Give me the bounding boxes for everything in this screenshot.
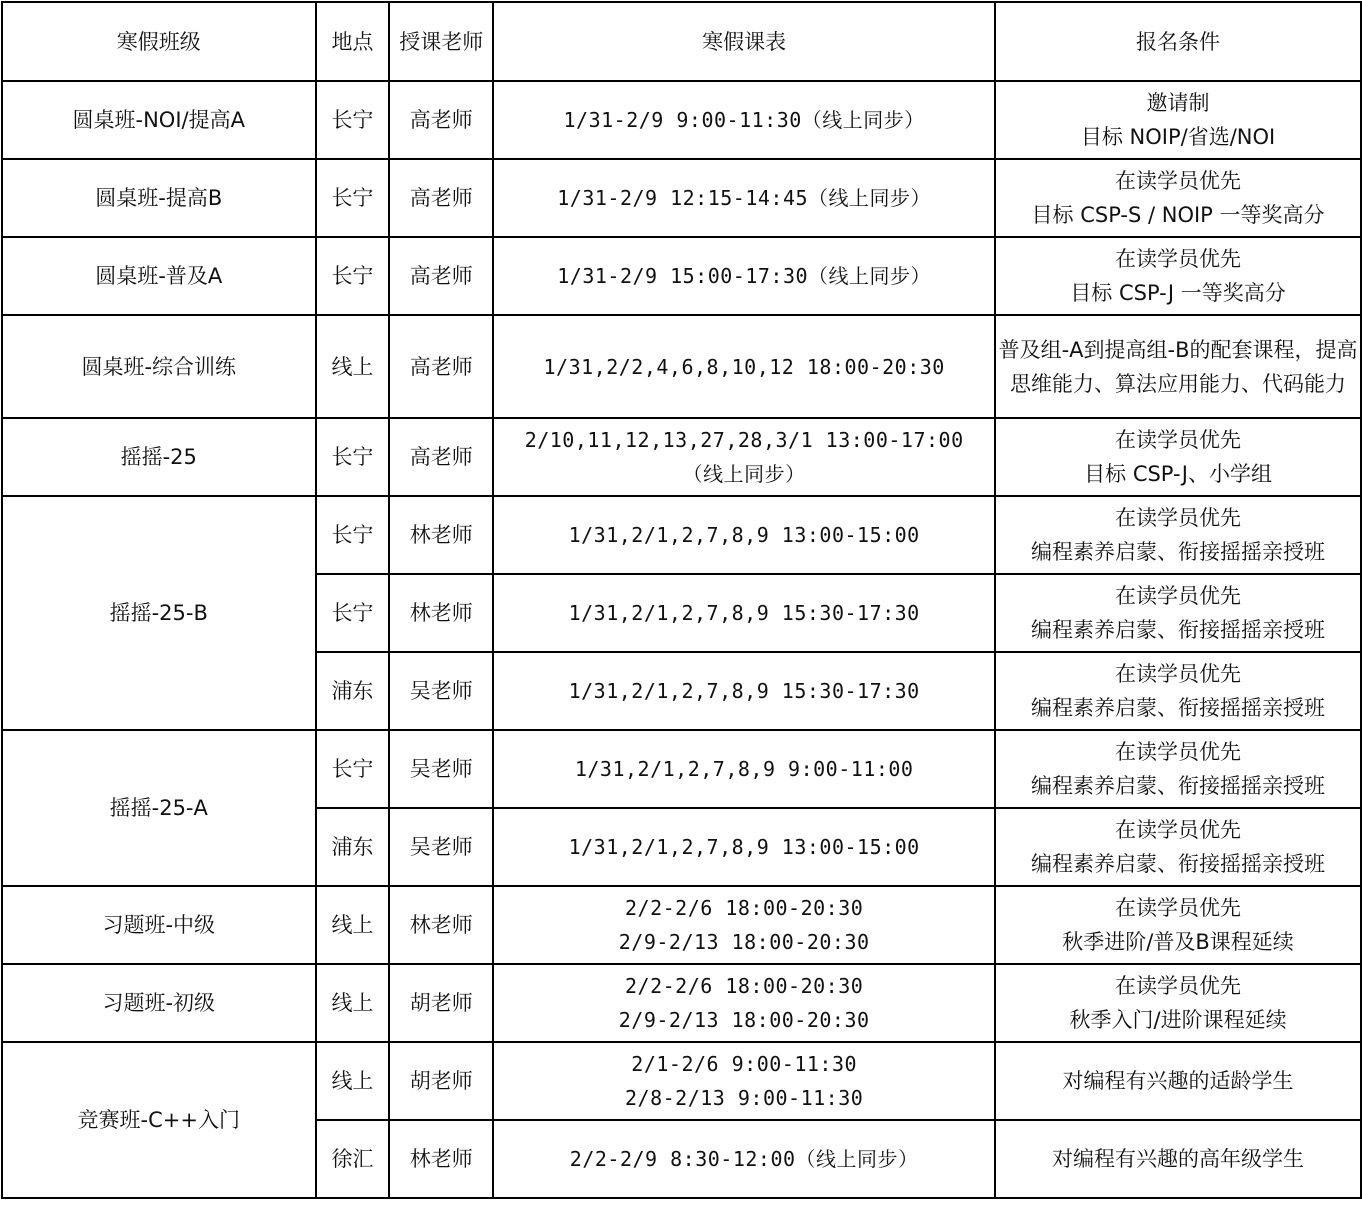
conditions-cell [995,964,1361,1042]
schedule-cell [493,1120,995,1198]
class-name-cell: 摇摇-25-A [2,730,316,886]
table-row [2,496,1361,574]
table-row [2,237,1361,315]
schedule-cell [493,496,995,574]
conditions-cell [995,81,1361,159]
schedule-line: 2/1-2/6 9:00-11:30 [631,1052,858,1076]
location-cell: 长宁 [316,159,390,237]
conditions-cell [995,730,1361,808]
conditions-cell [995,159,1361,237]
location-cell: 长宁 [316,237,390,315]
class-name-cell: 习题班-中级 [2,886,316,964]
teacher-cell: 高老师 [389,418,493,496]
teacher-cell: 胡老师 [389,964,493,1042]
location-cell: 长宁 [316,81,390,159]
teacher-cell: 吴老师 [389,730,493,808]
condition-line: 在读学员优先 [1115,169,1242,193]
table-row [2,81,1361,159]
conditions-cell [995,808,1361,886]
header-schedule: 寒假课表 [493,2,995,81]
conditions-cell [995,237,1361,315]
teacher-cell: 高老师 [389,81,493,159]
schedule-line: 1/31-2/9 12:15-14:45（线上同步） [557,186,932,210]
condition-line: 在读学员优先 [1115,896,1242,920]
location-cell: 徐汇 [316,1120,390,1198]
header-row [2,2,1361,81]
condition-line: 目标 CSP-J 一等奖高分 [1070,281,1286,305]
class-name-cell: 竞赛班-C++入门 [2,1042,316,1198]
condition-line: 在读学员优先 [1115,584,1242,608]
conditions-cell [995,315,1361,418]
teacher-cell: 胡老师 [389,1042,493,1120]
schedule-line: 1/31,2/1,2,7,8,9 15:30-17:30 [568,679,920,703]
conditions-cell [995,496,1361,574]
schedule-line: 2/2-2/9 8:30-12:00（线上同步） [569,1147,919,1171]
location-cell: 长宁 [316,574,390,652]
condition-line: 在读学员优先 [1115,974,1242,998]
class-name-cell: 摇摇-25-B [2,496,316,730]
schedule-cell [493,237,995,315]
teacher-cell: 高老师 [389,237,493,315]
condition-line: 对编程有兴趣的适龄学生 [1062,1069,1294,1093]
condition-line: 编程素养启蒙、衔接摇摇亲授班 [1031,774,1326,798]
conditions-cell [995,418,1361,496]
table-row [2,418,1361,496]
schedule-cell [493,652,995,730]
schedule-line: 2/9-2/13 18:00-20:30 [618,930,870,954]
condition-line: 在读学员优先 [1115,740,1242,764]
table-row [2,964,1361,1042]
conditions-cell [995,1120,1361,1198]
header-location: 地点 [316,2,390,81]
table-row [2,730,1361,808]
schedule-line: 1/31-2/9 9:00-11:30（线上同步） [563,108,925,132]
schedule-line: 2/9-2/13 18:00-20:30 [618,1008,870,1032]
teacher-cell: 吴老师 [389,808,493,886]
table-row [2,159,1361,237]
teacher-cell: 吴老师 [389,652,493,730]
teacher-cell: 高老师 [389,159,493,237]
condition-line: 编程素养启蒙、衔接摇摇亲授班 [1031,852,1326,876]
condition-line: 在读学员优先 [1115,818,1242,842]
condition-line: 目标 NOIP/省选/NOI [1080,125,1276,149]
condition-line: 普及组-A到提高组-B的配套课程，提高思维能力、算法应用能力、代码能力 [998,337,1358,396]
location-cell: 线上 [316,1042,390,1120]
condition-line: 编程素养启蒙、衔接摇摇亲授班 [1031,618,1326,642]
conditions-cell [995,1042,1361,1120]
schedule-cell [493,730,995,808]
schedule-line: 1/31,2/2,4,6,8,10,12 18:00-20:30 [543,354,945,379]
schedule-cell [493,886,995,964]
schedule-cell [493,964,995,1042]
table-row [2,315,1361,418]
table-row [2,886,1361,964]
teacher-cell: 林老师 [389,1120,493,1198]
class-name-cell: 圆桌班-综合训练 [2,315,316,418]
schedule-line: 1/31,2/1,2,7,8,9 13:00-15:00 [568,835,920,859]
teacher-cell: 林老师 [389,574,493,652]
schedule-line: 1/31-2/9 15:00-17:30（线上同步） [557,264,932,288]
schedule-line: 1/31,2/1,2,7,8,9 13:00-15:00 [568,523,920,547]
condition-line: 编程素养启蒙、衔接摇摇亲授班 [1031,540,1326,564]
schedule-line: 2/2-2/6 18:00-20:30 [625,896,864,920]
schedule-cell [493,1042,995,1120]
schedule-cell [493,159,995,237]
conditions-cell [995,574,1361,652]
condition-line: 在读学员优先 [1115,506,1242,530]
teacher-cell: 高老师 [389,315,493,418]
header-teacher: 授课老师 [389,2,493,81]
class-name-cell: 摇摇-25 [2,418,316,496]
condition-line: 在读学员优先 [1115,428,1242,452]
class-name-cell: 圆桌班-提高B [2,159,316,237]
class-name-cell: 圆桌班-NOI/提高A [2,81,316,159]
location-cell: 浦东 [316,808,390,886]
condition-line: 目标 CSP-S / NOIP 一等奖高分 [1031,203,1325,227]
condition-line: 目标 CSP-J、小学组 [1084,462,1272,486]
location-cell: 浦东 [316,652,390,730]
table-row [2,1042,1361,1120]
location-cell: 长宁 [316,496,390,574]
schedule-line: 2/8-2/13 9:00-11:30 [625,1086,864,1110]
location-cell: 长宁 [316,418,390,496]
table-body [2,81,1361,1198]
location-cell: 长宁 [316,730,390,808]
condition-line: 在读学员优先 [1115,247,1242,271]
teacher-cell: 林老师 [389,886,493,964]
condition-line: 秋季入门/进阶课程延续 [1069,1008,1287,1032]
condition-line: 秋季进阶/普及B课程延续 [1062,930,1294,954]
schedule-line: （线上同步） [682,462,806,486]
schedule-cell [493,315,995,418]
conditions-cell [995,886,1361,964]
condition-line: 编程素养启蒙、衔接摇摇亲授班 [1031,696,1326,720]
location-cell: 线上 [316,964,390,1042]
location-cell: 线上 [316,886,390,964]
condition-line: 在读学员优先 [1115,662,1242,686]
conditions-cell [995,652,1361,730]
class-name-cell: 圆桌班-普及A [2,237,316,315]
schedule-line: 1/31,2/1,2,7,8,9 9:00-11:00 [574,757,914,781]
header-conditions: 报名条件 [995,2,1361,81]
schedule-cell [493,574,995,652]
schedule-line: 2/10,11,12,13,27,28,3/1 13:00-17:00 [524,428,964,452]
class-name-cell: 习题班-初级 [2,964,316,1042]
condition-line: 对编程有兴趣的高年级学生 [1052,1147,1305,1171]
schedule-line: 1/31,2/1,2,7,8,9 15:30-17:30 [568,601,920,625]
teacher-cell: 林老师 [389,496,493,574]
schedule-cell [493,808,995,886]
schedule-cell [493,81,995,159]
winter-class-schedule-table [1,1,1362,1199]
location-cell: 线上 [316,315,390,418]
condition-line: 邀请制 [1146,91,1210,115]
header-class: 寒假班级 [2,2,316,81]
schedule-cell [493,418,995,496]
schedule-line: 2/2-2/6 18:00-20:30 [625,974,864,998]
